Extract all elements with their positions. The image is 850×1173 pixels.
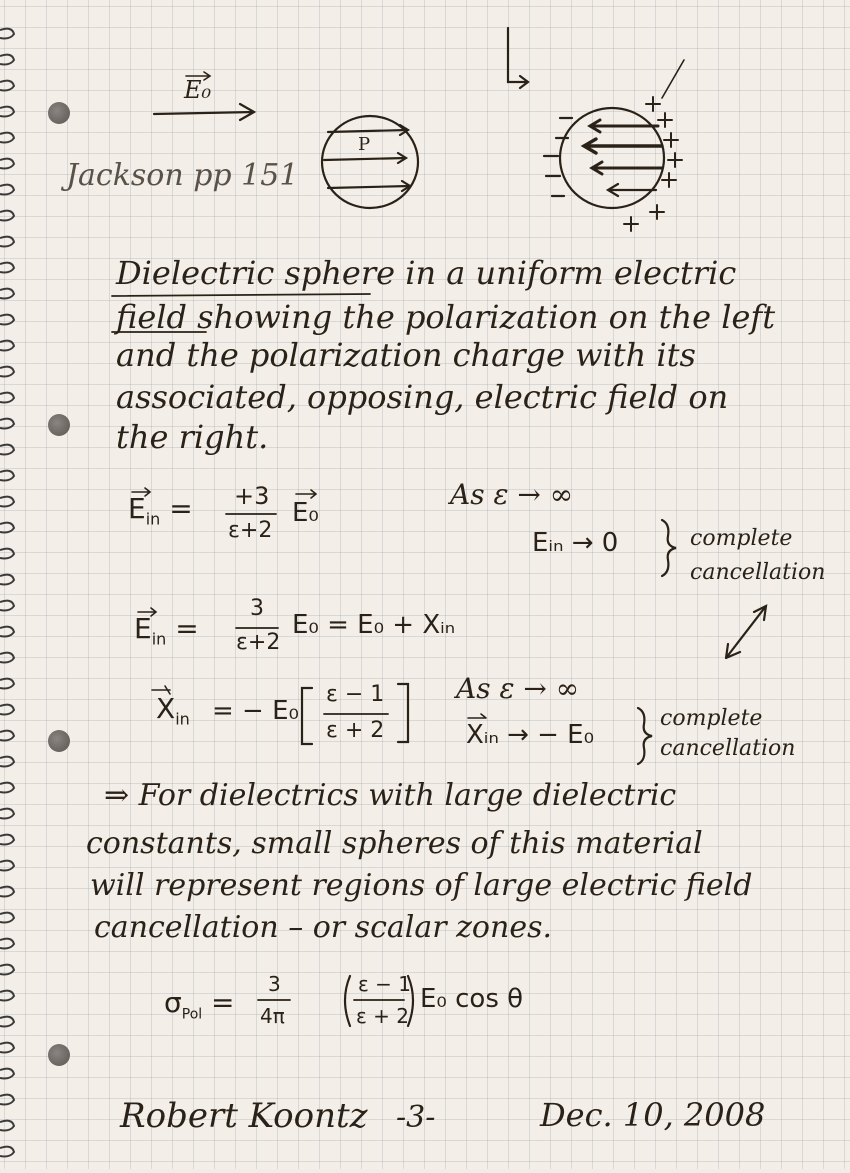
sigma-lhs: $\sigma_{Pol}$ =	[164, 986, 235, 1023]
conclusion-line-3: will represent regions of large electric field	[90, 868, 753, 903]
sigma-frac-den: 4π	[260, 1004, 285, 1028]
paren-left	[345, 976, 350, 1026]
caption-line-4: associated, opposing, electric field on	[116, 378, 729, 416]
polarization-arrow-3	[328, 181, 410, 191]
sigma-paren-den: ε + 2	[356, 1004, 410, 1028]
e-in-sub-2: in	[151, 629, 167, 649]
opposing-arrow-2	[584, 139, 662, 153]
limit-2-note: complete cancellation	[660, 706, 796, 761]
caption-line-3: and the polarization charge with its	[116, 336, 696, 374]
eq3-lhs: $X_{in}$	[156, 692, 190, 729]
vector-overbar	[468, 714, 486, 718]
author-signature: Robert Koontz	[120, 1096, 368, 1136]
eq3-mid: = − E₀	[212, 696, 299, 726]
limit-1-note: complete cancellation	[690, 526, 826, 585]
caption-underline	[112, 294, 370, 296]
slash-mark	[662, 60, 684, 98]
limit-2-result: Xᵢₙ → − E₀	[466, 720, 595, 750]
e-in-lhs: $E_{in}$ =	[128, 492, 193, 529]
field-label: E₀	[184, 76, 212, 104]
limit-1: As ε → ∞	[450, 478, 574, 511]
conclusion-line-4: cancellation – or scalar zones.	[94, 910, 552, 945]
brace-2	[638, 708, 652, 764]
sigma-paren-num: ε − 1	[358, 972, 412, 996]
caption-line-5: the right.	[116, 418, 269, 456]
eq2-num: 3	[250, 596, 264, 621]
brace-1	[662, 520, 676, 576]
e-in-lhs-2: $E_{in}$ =	[134, 612, 199, 649]
opposing-arrow-3	[592, 162, 662, 174]
eq1-den: ε+2	[228, 518, 273, 543]
sigma-tail: E₀ cos θ	[420, 984, 524, 1014]
reference-note: Jackson pp 151	[66, 158, 299, 193]
sigma-frac-num: 3	[268, 972, 281, 996]
eq1-tail: E₀	[292, 498, 319, 528]
limit-1-result: Eᵢₙ → 0	[532, 528, 619, 558]
page-number: -3-	[396, 1100, 436, 1135]
conclusion-line-1: ⇒ For dielectrics with large dielectric	[104, 778, 677, 813]
hook-arrow	[508, 28, 528, 88]
entry-date: Dec. 10, 2008	[540, 1096, 766, 1134]
field-arrow	[154, 104, 254, 120]
eq2-den: ε+2	[236, 630, 281, 655]
eq2-tail: E₀ = E₀ + Xᵢₙ	[292, 610, 456, 640]
e-in-sub: in	[145, 509, 161, 529]
eq3-num: ε − 1	[326, 682, 385, 707]
caption-line-2: field showing the polarization on the left	[116, 298, 776, 336]
eq3-sub: in	[175, 709, 190, 729]
conclusion-line-2: constants, small spheres of this material	[86, 826, 703, 861]
eq1-num: +3	[234, 482, 270, 510]
right-bracket	[398, 684, 408, 742]
left-bracket	[302, 688, 312, 744]
eq3-den: ε + 2	[326, 718, 385, 743]
vector-overbar	[296, 490, 316, 498]
polarization-label: P	[358, 134, 371, 155]
caption-line-1: Dielectric sphere in a uniform electric	[116, 254, 737, 292]
limit-2: As ε → ∞	[456, 672, 580, 705]
double-arrow	[726, 606, 766, 658]
plus-charges	[624, 97, 682, 231]
sigma-sub: Pol	[181, 1006, 203, 1023]
